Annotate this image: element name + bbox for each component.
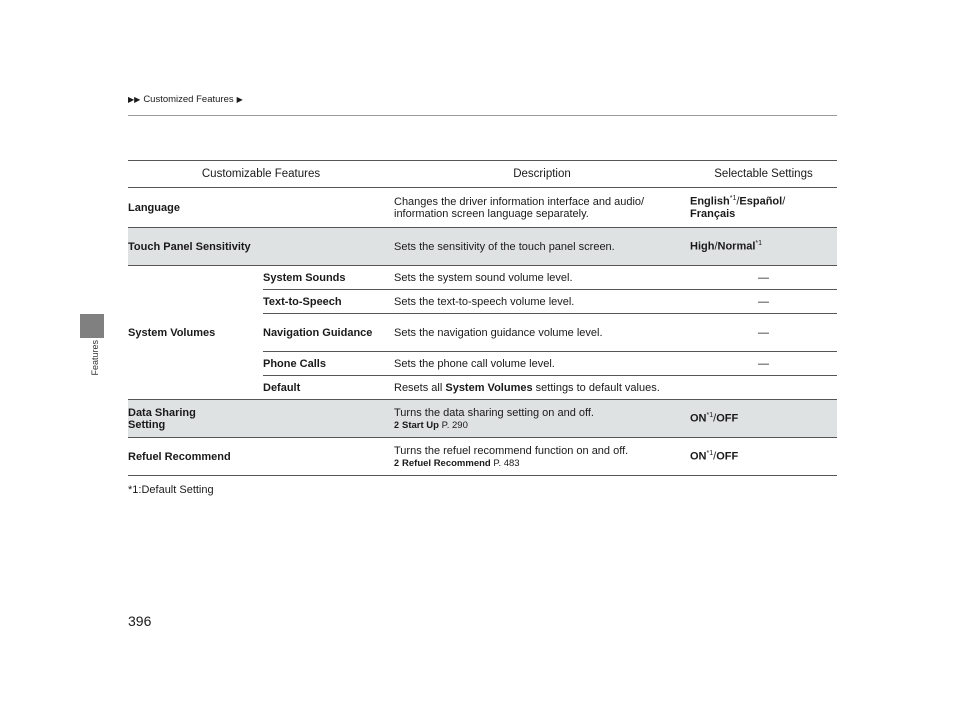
reference-arrow-icon: 2	[394, 419, 400, 430]
customizable-features-table	[128, 160, 837, 476]
sub-phone-calls: Phone Calls	[263, 352, 394, 376]
description-language: Changes the driver information interface and audio/ information screen language separately.	[394, 188, 690, 228]
description-data-sharing: Turns the data sharing setting on and off. 2 Start Up P. 290	[394, 400, 690, 438]
table-row-data-sharing	[128, 400, 837, 438]
description-touch-panel: Sets the sensitivity of the touch panel screen.	[394, 228, 690, 266]
settings-refuel-recommend: ON$^{*1}$/OFF	[690, 438, 837, 476]
sub-system-sounds: System Sounds	[263, 266, 394, 290]
sub-default: Default	[263, 376, 394, 400]
settings-touch-panel: High/Normal$^{*1}$	[690, 228, 837, 266]
description-text-to-speech: Sets the text-to-speech volume level.	[394, 290, 690, 314]
description-refuel-recommend: Turns the refuel recommend function on and off. 2 Refuel Recommend P. 483	[394, 438, 690, 476]
settings-data-sharing: ON$^{*1}$/OFF	[690, 400, 837, 438]
table-header-row	[128, 161, 837, 188]
section-tab-marker	[80, 314, 104, 338]
setting-system-sounds: —	[690, 266, 837, 290]
setting-text-to-speech: —	[690, 290, 837, 314]
description-phone-calls: Sets the phone call volume level.	[394, 352, 690, 376]
page-number: 396	[128, 613, 152, 629]
settings-language: English$^{*1}$/Español/ Français	[690, 188, 837, 228]
header-rule	[128, 115, 837, 116]
chevron-right-icon: ▶	[236, 95, 243, 104]
description-navigation-guidance: Sets the navigation guidance volume level.	[394, 314, 690, 352]
table-row-system-sounds	[128, 266, 837, 290]
feature-data-sharing: Data Sharing Setting	[128, 400, 394, 438]
table-row-language	[128, 188, 837, 228]
feature-language: Language	[128, 188, 394, 228]
table-row-refuel-recommend	[128, 438, 837, 476]
sub-text-to-speech: Text-to-Speech	[263, 290, 394, 314]
setting-phone-calls: —	[690, 352, 837, 376]
setting-navigation-guidance: —	[690, 314, 837, 352]
table-row-touch-panel	[128, 228, 837, 266]
double-chevron-icon: ▶▶	[128, 95, 141, 104]
description-default: Resets all System Volumes settings to default values.	[394, 376, 837, 400]
description-system-sounds: Sets the system sound volume level.	[394, 266, 690, 290]
header-customizable-features: Customizable Features	[128, 161, 394, 188]
section-tab-label: Features	[90, 340, 100, 376]
feature-system-volumes: System Volumes	[128, 266, 263, 400]
breadcrumb	[128, 94, 243, 105]
feature-refuel-recommend: Refuel Recommend	[128, 438, 394, 476]
header-selectable-settings: Selectable Settings	[690, 161, 837, 188]
breadcrumb-label[interactable]: Customized Features	[143, 94, 234, 105]
header-description: Description	[394, 161, 690, 188]
sub-navigation-guidance: Navigation Guidance	[263, 314, 394, 352]
reference-link-refuel-recommend[interactable]: 2 Refuel Recommend P. 483	[394, 457, 520, 469]
feature-touch-panel: Touch Panel Sensitivity	[128, 228, 394, 266]
footnote-default-setting: *1:Default Setting	[128, 484, 214, 496]
reference-link-start-up[interactable]: 2 Start Up P. 290	[394, 419, 468, 431]
reference-arrow-icon: 2	[394, 457, 400, 468]
